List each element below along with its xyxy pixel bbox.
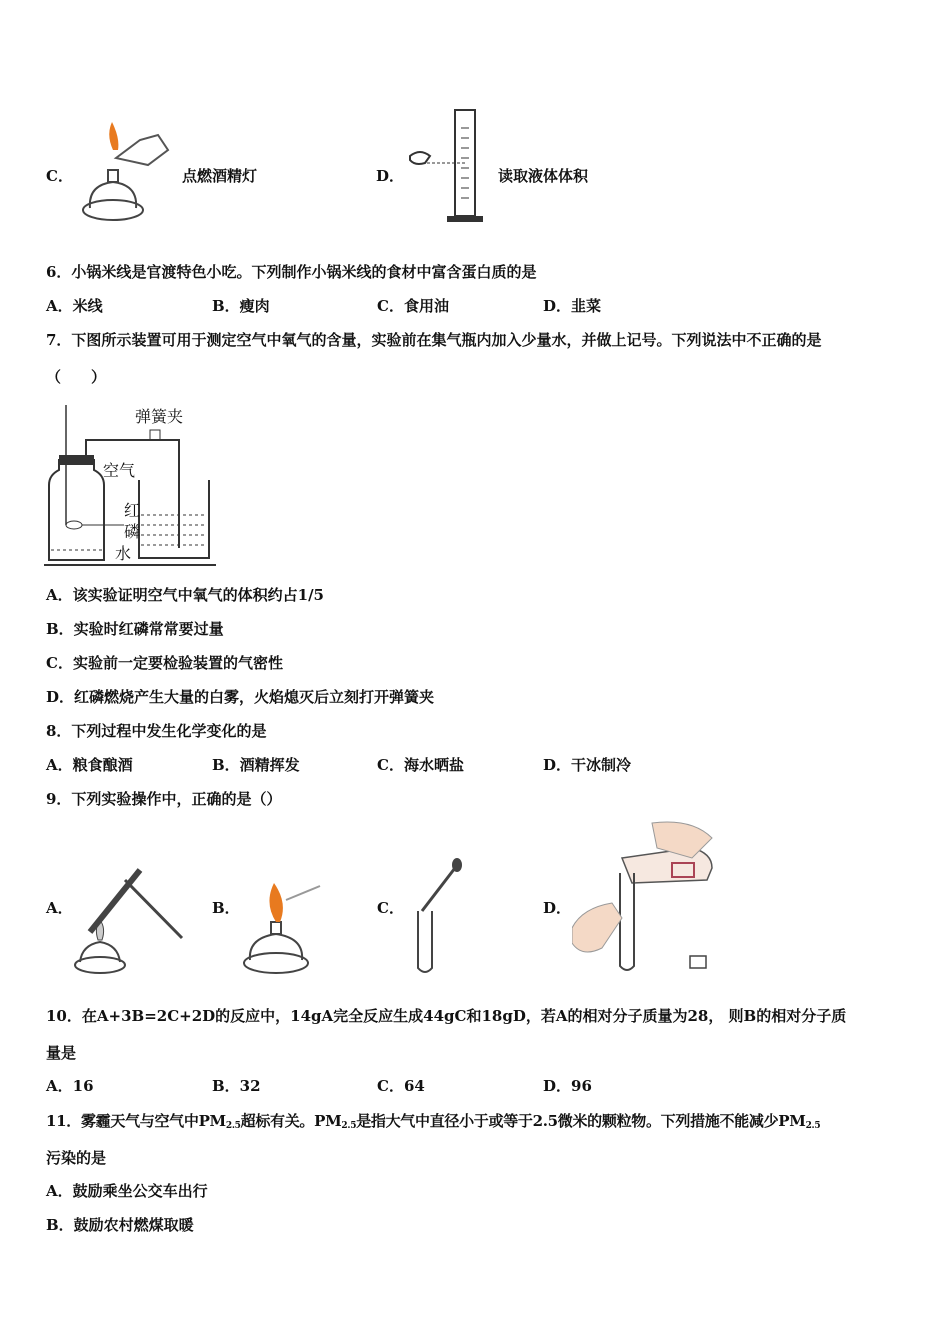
q8-option-d: D．干冰制冷 <box>543 756 632 774</box>
figure-label-phosphorus: 磷 <box>124 522 141 541</box>
pouring-liquid-figure <box>572 818 722 978</box>
q7-option-d: D．红磷燃烧产生大量的白雾，火焰熄灭后立刻打开弹簧夹 <box>46 688 435 706</box>
q9-option-c: C． <box>377 899 404 917</box>
q9-option-b: B． <box>212 899 240 917</box>
q6-stem: 6．小锅米线是官渡特色小吃。下列制作小锅米线的食材中富含蛋白质的是 <box>46 263 537 281</box>
q11-stem-line1: 11．雾霾天气与空气中$PM_{2.5}$超标有关。$PM_{2.5}$是指大气中直径小于或等于2.5微米的颗粒物。下列措施不能减少$PM_{2.5}$ <box>46 1112 821 1131</box>
figure-label-water: 水 <box>115 544 132 563</box>
q5-option-c-caption: 点燃酒精灯 <box>182 167 258 185</box>
figure-label-air: 空气 <box>103 461 136 480</box>
test-tube-heating-figure <box>70 860 190 978</box>
q8-option-b: B．酒精挥发 <box>212 756 300 774</box>
q11-option-b: B．鼓励农村燃煤取暖 <box>46 1216 194 1234</box>
q5-option-d-caption: 读取液体体积 <box>498 167 589 185</box>
alcohol-lamp-lighting-figure <box>78 120 173 225</box>
q10-option-a: A．16 <box>46 1077 94 1095</box>
q10-option-c: C．64 <box>377 1077 425 1095</box>
graduated-cylinder-reading-figure <box>405 108 490 226</box>
q9-stem: 9．下列实验操作中，正确的是（） <box>46 790 282 808</box>
q10-option-d: D．96 <box>543 1077 592 1095</box>
q6-option-c: C．食用油 <box>377 297 449 315</box>
q8-option-a: A．粮食酿酒 <box>46 756 133 774</box>
dropper-test-tube-figure <box>410 856 470 978</box>
q7-option-b: B．实验时红磷常常要过量 <box>46 620 224 638</box>
q9-option-a: A． <box>46 899 73 917</box>
alcohol-lamp-figure <box>238 878 323 976</box>
q7-answer-blank: （ ） <box>46 368 107 386</box>
q9-option-d: D． <box>543 899 572 917</box>
q8-stem: 8．下列过程中发生化学变化的是 <box>46 722 267 740</box>
q10-option-b: B．32 <box>212 1077 261 1095</box>
q6-option-a: A．米线 <box>46 297 103 315</box>
q6-option-d: D．韭菜 <box>543 297 602 315</box>
figure-label-clip: 弹簧夹 <box>135 407 184 426</box>
q10-stem-line1: 10．在A+3B=2C+2D的反应中，14gA完全反应生成44gC和18gD，若A的相对分子质量为28， 则B的相对分子质 <box>46 1007 847 1025</box>
q6-option-b: B．瘦肉 <box>212 297 270 315</box>
q7-option-a: A．该实验证明空气中氧气的体积约占1/5 <box>46 586 324 604</box>
q11-stem-line2: 污染的是 <box>46 1149 107 1167</box>
q5-option-c-letter: C． <box>46 167 73 185</box>
q10-stem-line2: 量是 <box>46 1044 77 1062</box>
q7-option-c: C．实验前一定要检验装置的气密性 <box>46 654 283 672</box>
q5-option-d-letter: D． <box>376 167 405 185</box>
q11-option-a: A．鼓励乘坐公交车出行 <box>46 1182 208 1200</box>
q7-stem: 7．下图所示装置可用于测定空气中氧气的含量，实验前在集气瓶内加入少量水，并做上记号。下列说法中不正确的是 <box>46 331 822 349</box>
q8-option-c: C．海水晒盐 <box>377 756 464 774</box>
figure-label-red: 红 <box>124 501 141 520</box>
